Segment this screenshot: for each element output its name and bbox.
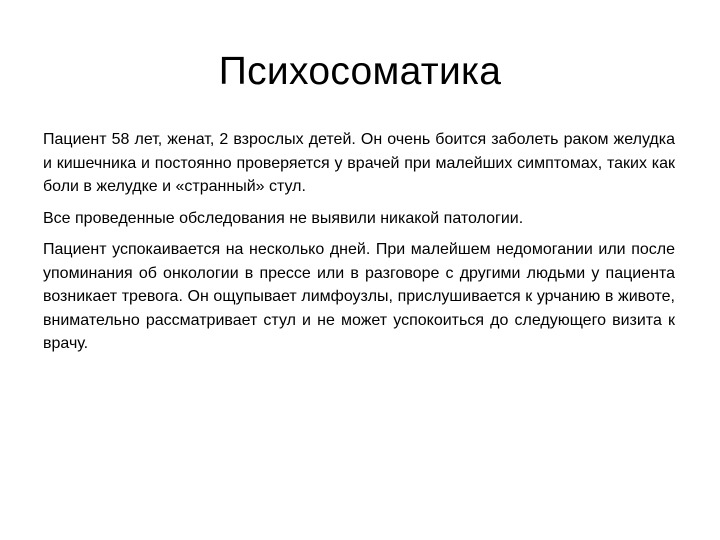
paragraph-examination-results: Все проведенные обследования не выявили никакой патологии. bbox=[43, 209, 524, 227]
paragraph-patient-behavior: Пациент успокаивается на несколько дней. При малейшем недомогании или после упоминания об онкологии в прессе или в разговоре с другими людьми у пациента возникает тревога. Он ощупывает лимфоузлы, прислушивается к урчанию в животе, внимательно рассматривает стул и не может успокоиться до следующего визита к врачу. bbox=[43, 241, 675, 352]
paragraph-patient-description: Пациент 58 лет, женат, 2 взрослых детей. Он очень боится заболеть раком желудка и кишечника и постоянно проверяется у врачей при малейших симптомах, таких как боли в желудке и «странный» стул. bbox=[43, 131, 675, 195]
slide-body bbox=[43, 128, 675, 364]
slide-title: Психосоматика bbox=[218, 50, 502, 93]
